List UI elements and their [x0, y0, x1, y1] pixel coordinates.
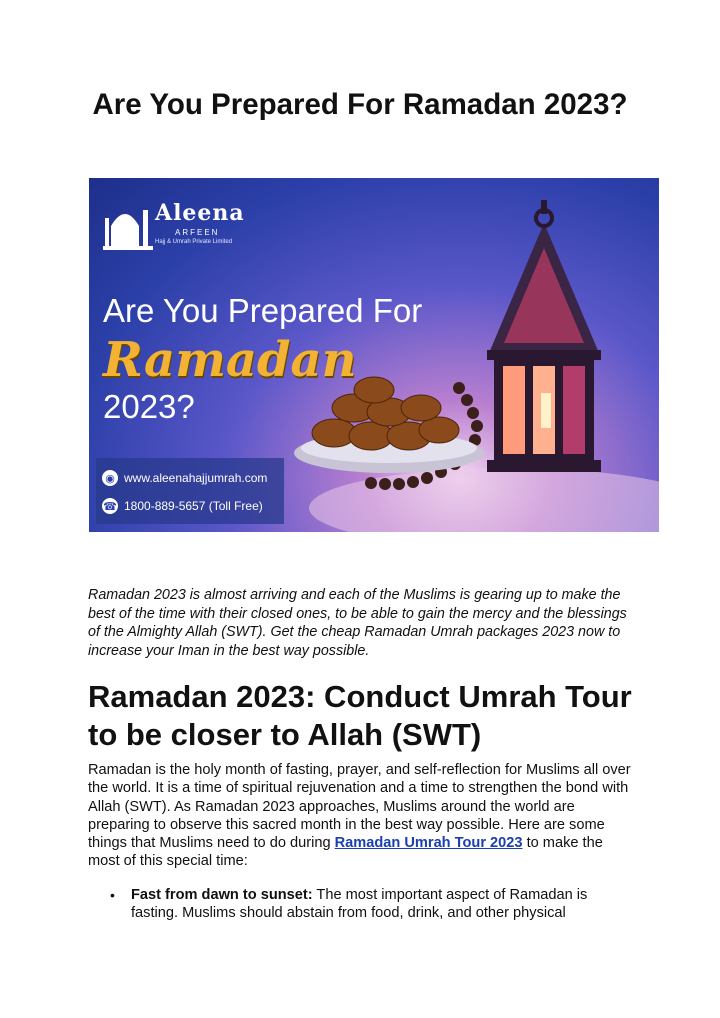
banner-heading-line1: Are You Prepared For: [103, 292, 423, 329]
website-text: www.aleenahajjumrah.com: [124, 471, 268, 485]
page-title: Are You Prepared For Ramadan 2023?: [92, 88, 628, 121]
section-heading: Ramadan 2023: Conduct Umrah Tour to be closer to Allah (SWT): [88, 679, 632, 752]
paragraph-text-end: to make the most of this special time:: [88, 835, 603, 870]
logo-name: Aleena: [155, 200, 245, 226]
section-paragraph: [88, 761, 636, 871]
paragraph-text: Ramadan is the holy month of fasting, prayer, and self-reflection for Muslims all over the world. It is a time of spiritual rejuvenation and a time to strengthen the bond with Allah (SWT). As Ramadan 2023 approaches, Muslims around the world are preparing to observe this sacred month in the best way possible. Here are some things that Muslims need to do during: [88, 762, 631, 852]
bullet-text: The most important aspect of Ramadan is fasting. Muslims should abstain from food, drink, and other physical: [131, 887, 588, 922]
ramadan-umrah-tour-link[interactable]: Ramadan Umrah Tour 2023: [334, 835, 523, 852]
banner-image: [89, 178, 659, 532]
logo-subtitle: ARFEEN: [175, 228, 220, 237]
phone-row: [102, 498, 263, 514]
bullet-bold-lead: Fast from dawn to sunset:: [131, 887, 313, 903]
bullet-list: [110, 886, 630, 923]
phone-text: 1800-889-5657 (Toll Free): [124, 499, 263, 513]
logo-tagline: Hajj & Umrah Private Limited: [155, 239, 233, 245]
website-row: [102, 470, 267, 486]
mosque-icon: [103, 196, 155, 256]
contact-box: [96, 458, 284, 524]
phone-icon: ☎: [102, 498, 118, 514]
intro-paragraph: Ramadan 2023 is almost arriving and each of the Muslims is gearing up to make the best of the time with their closed ones, to be able to gain the mercy and the blessings of the Almighty Allah (SWT). Get the cheap Ramadan Umrah packages 2023 now to increase your Iman in the best way possible.: [88, 587, 627, 659]
bullet-icon: •: [110, 887, 115, 903]
globe-icon: ◉: [102, 470, 118, 486]
list-item: [110, 886, 630, 923]
banner-heading-line2: Ramadan: [103, 332, 357, 388]
banner-heading-line3: 2023?: [103, 388, 195, 425]
